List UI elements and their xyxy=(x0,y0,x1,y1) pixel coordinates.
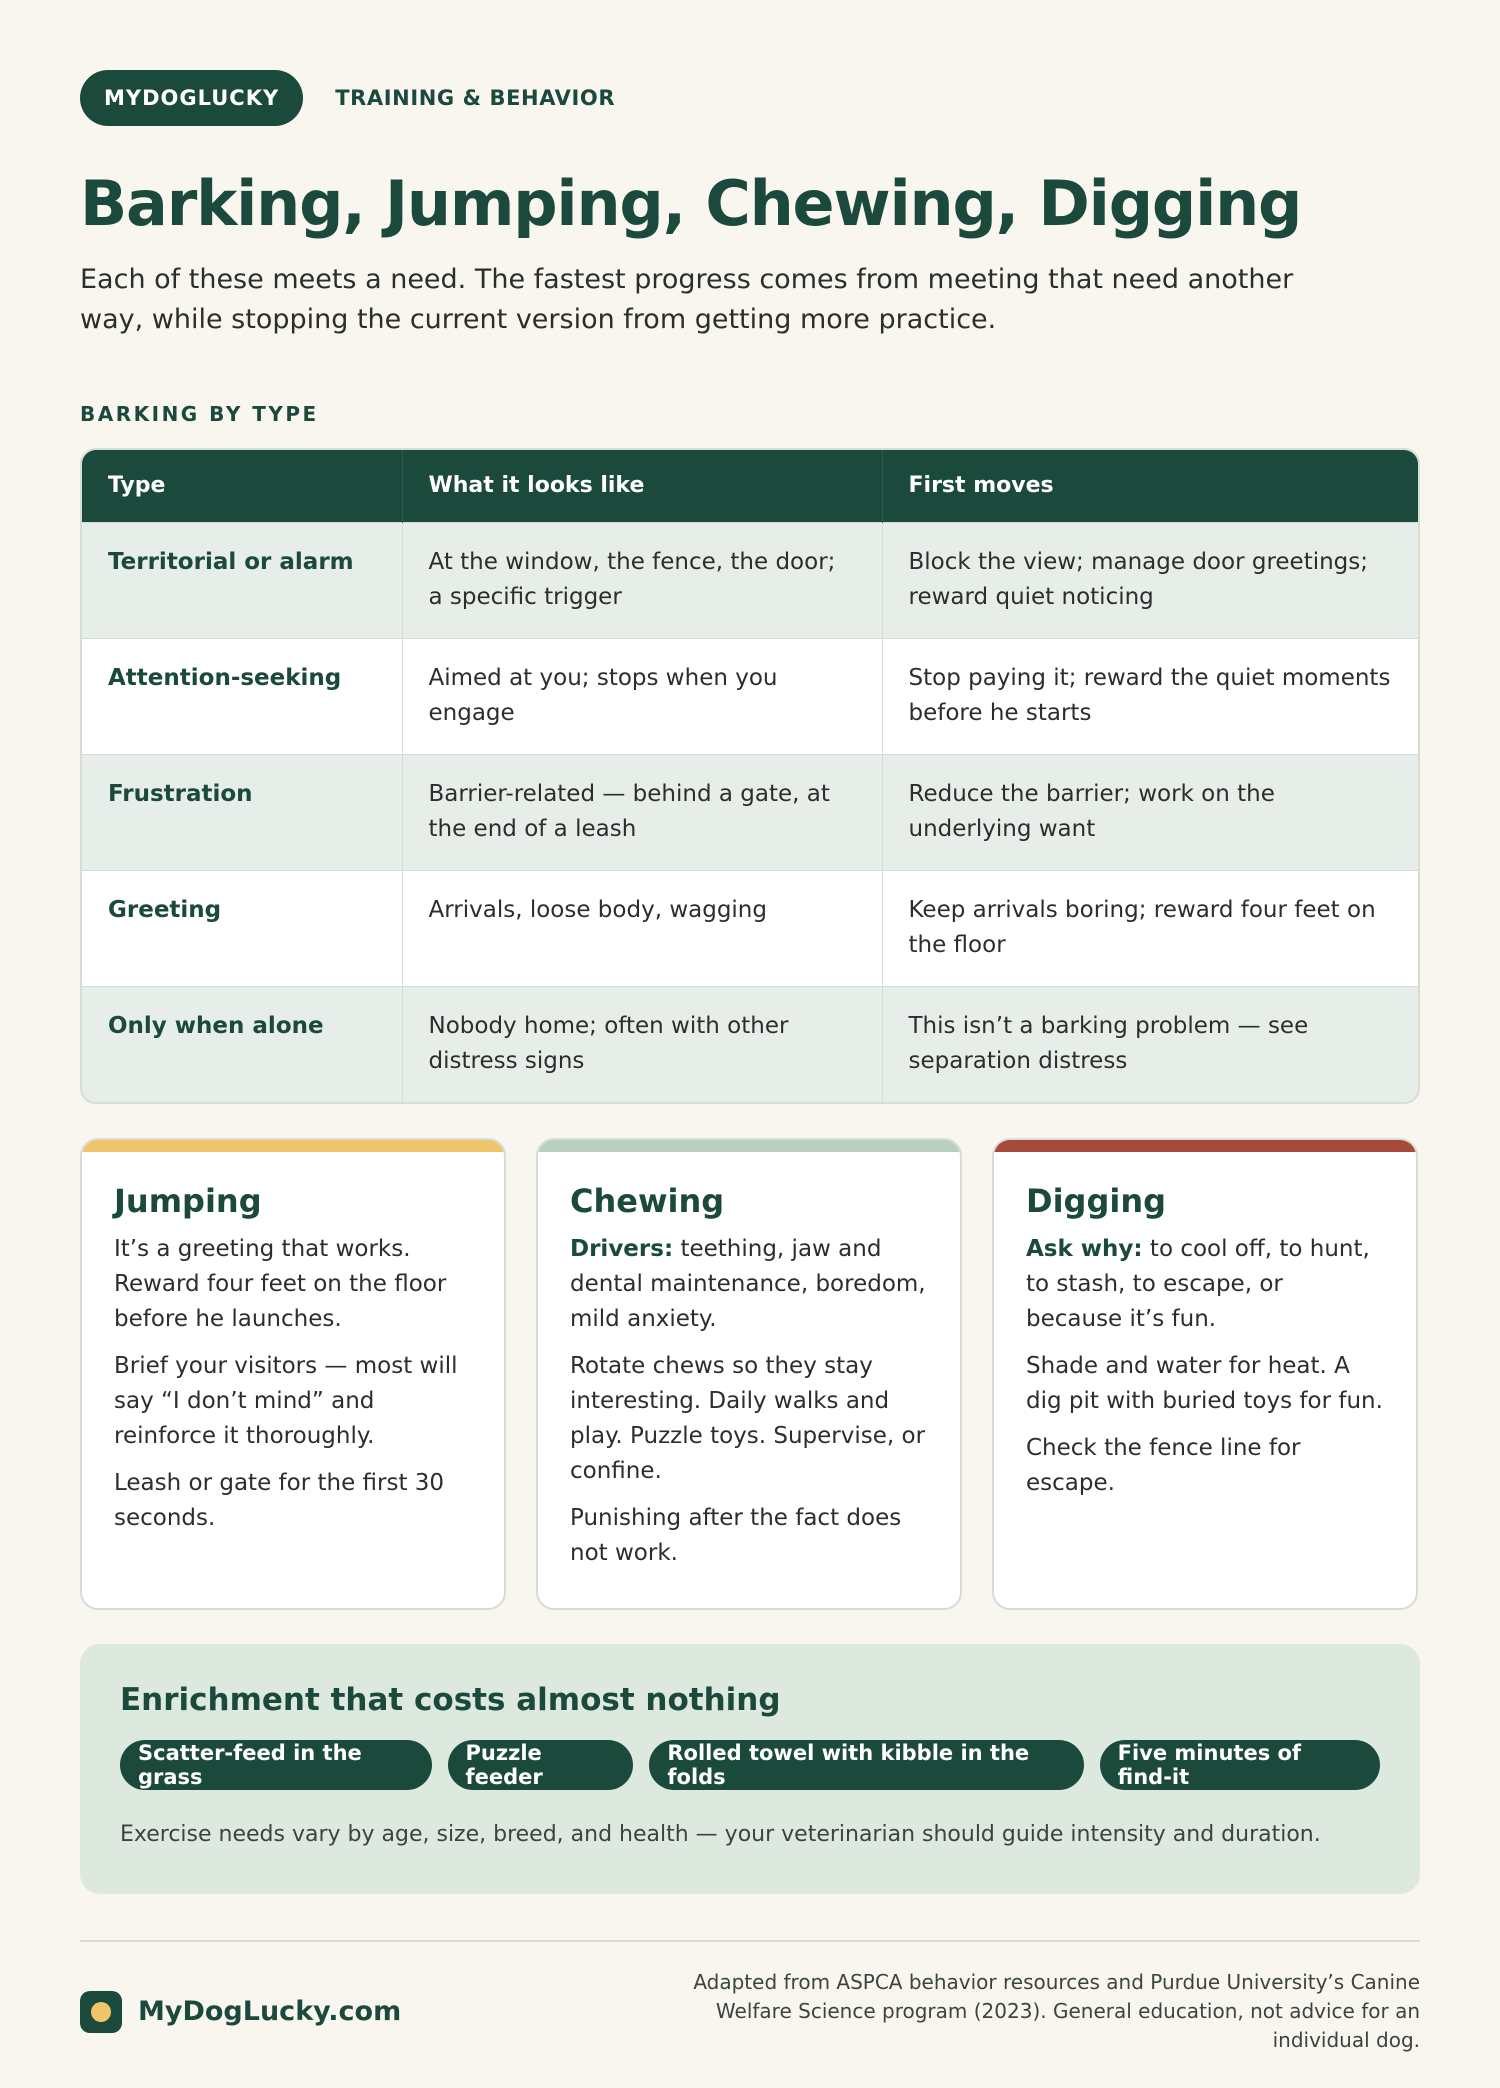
footer-brand[interactable] xyxy=(80,1991,401,2033)
jumping-card xyxy=(80,1138,506,1610)
enrichment-chip[interactable]: Scatter-feed in the grass xyxy=(120,1740,432,1790)
card-accent-bar xyxy=(538,1140,960,1152)
footer-divider xyxy=(80,1940,1420,1942)
card-paragraph: Check the fence line for escape. xyxy=(1026,1435,1301,1497)
looks-like-cell: Arrivals, loose body, wagging xyxy=(402,870,882,986)
looks-like-cell: Aimed at you; stops when you engage xyxy=(402,638,882,754)
card-paragraph: Leash or gate for the first 30 seconds. xyxy=(114,1470,445,1532)
bark-type-cell: Frustration xyxy=(82,754,402,870)
card-title: Jumping xyxy=(114,1182,262,1221)
barking-table xyxy=(80,448,1420,1104)
card-paragraph: Shade and water for heat. A dig pit with buried toys for fun. xyxy=(1026,1353,1383,1415)
table-row xyxy=(82,638,1420,754)
site-name[interactable]: MyDogLucky.com xyxy=(138,1996,402,2028)
first-moves-cell: Reduce the barrier; work on the underlying want xyxy=(882,754,1420,870)
bark-type-cell: Attention-seeking xyxy=(82,638,402,754)
first-moves-cell: This isn’t a barking problem — see separation distress xyxy=(882,986,1420,1102)
looks-like-cell: Nobody home; often with other distress signs xyxy=(402,986,882,1102)
exercise-note: Exercise needs vary by age, size, breed, and health — your veterinarian should guide intensity and duration. xyxy=(120,1822,1321,1848)
source-note: Adapted from ASPCA behavior resources and Purdue University’s Canine Welfare Science program (2023). General education, not advice for an individual dog. xyxy=(693,1970,1420,2053)
logo-dot xyxy=(91,2002,111,2022)
looks-like-cell: At the window, the fence, the door; a specific trigger xyxy=(402,522,882,638)
bark-type-cell: Greeting xyxy=(82,870,402,986)
card-paragraph: It’s a greeting that works. Reward four feet on the floor before he launches. xyxy=(114,1236,447,1333)
barking-table-heading: BARKING BY TYPE xyxy=(80,402,319,427)
column-header-type: Type xyxy=(82,450,402,522)
page-title: Barking, Jumping, Chewing, Digging xyxy=(80,167,1302,240)
card-paragraph: Brief your visitors — most will say “I don’t mind” and reinforce it thoroughly. xyxy=(114,1353,458,1450)
bark-type-cell: Only when alone xyxy=(82,986,402,1102)
looks-like-cell: Barrier-related — behind a gate, at the end of a leash xyxy=(402,754,882,870)
column-header-looks-like: What it looks like xyxy=(402,450,882,522)
table-row xyxy=(82,522,1420,638)
logo-icon xyxy=(80,1991,122,2033)
chewing-card xyxy=(536,1138,962,1610)
enrichment-title: Enrichment that costs almost nothing xyxy=(120,1682,781,1719)
enrichment-chip[interactable]: Five minutes of find-it xyxy=(1100,1740,1380,1790)
brand-badge[interactable]: MYDOGLUCKY xyxy=(80,70,303,126)
card-paragraph xyxy=(1026,1232,1386,1337)
table-header-row xyxy=(82,450,1420,522)
bark-type-cell: Territorial or alarm xyxy=(82,522,402,638)
card-lead-text: teething, jaw and dental maintenance, boredom, mild anxiety. xyxy=(570,1236,926,1333)
card-accent-bar xyxy=(994,1140,1416,1152)
card-title: Digging xyxy=(1026,1182,1166,1221)
column-header-first-moves: First moves xyxy=(882,450,1420,522)
table-row xyxy=(82,870,1420,986)
card-title: Chewing xyxy=(570,1182,725,1221)
behavior-cards xyxy=(80,1138,1420,1610)
enrichment-panel xyxy=(80,1644,1420,1894)
enrichment-chips xyxy=(120,1740,1380,1790)
card-accent-bar xyxy=(82,1140,504,1152)
card-lead-label: Drivers: xyxy=(570,1236,674,1263)
footer xyxy=(80,1968,1420,2055)
top-bar xyxy=(80,70,1420,126)
intro-text: Each of these meets a need. The fastest progress comes from meeting that need another way, while stopping the current version from getting more practice. xyxy=(80,264,1294,336)
first-moves-cell: Stop paying it; reward the quiet moments before he starts xyxy=(882,638,1420,754)
enrichment-chip[interactable]: Puzzle feeder xyxy=(448,1740,634,1790)
card-paragraph xyxy=(570,1232,930,1337)
page xyxy=(80,70,1420,2055)
table-row xyxy=(82,754,1420,870)
enrichment-chip[interactable]: Rolled towel with kibble in the folds xyxy=(649,1740,1083,1790)
section-label[interactable]: TRAINING & BEHAVIOR xyxy=(335,86,616,110)
first-moves-cell: Keep arrivals boring; reward four feet on the floor xyxy=(882,870,1420,986)
first-moves-cell: Block the view; manage door greetings; reward quiet noticing xyxy=(882,522,1420,638)
card-lead-text: to cool off, to hunt, to stash, to escape, or because it’s fun. xyxy=(1026,1236,1370,1333)
digging-card xyxy=(992,1138,1418,1610)
card-lead-label: Ask why: xyxy=(1026,1236,1143,1263)
table-row xyxy=(82,986,1420,1102)
card-paragraph: Rotate chews so they stay interesting. Daily walks and play. Puzzle toys. Supervise, or confine. xyxy=(570,1353,926,1485)
card-paragraph: Punishing after the fact does not work. xyxy=(570,1505,902,1567)
